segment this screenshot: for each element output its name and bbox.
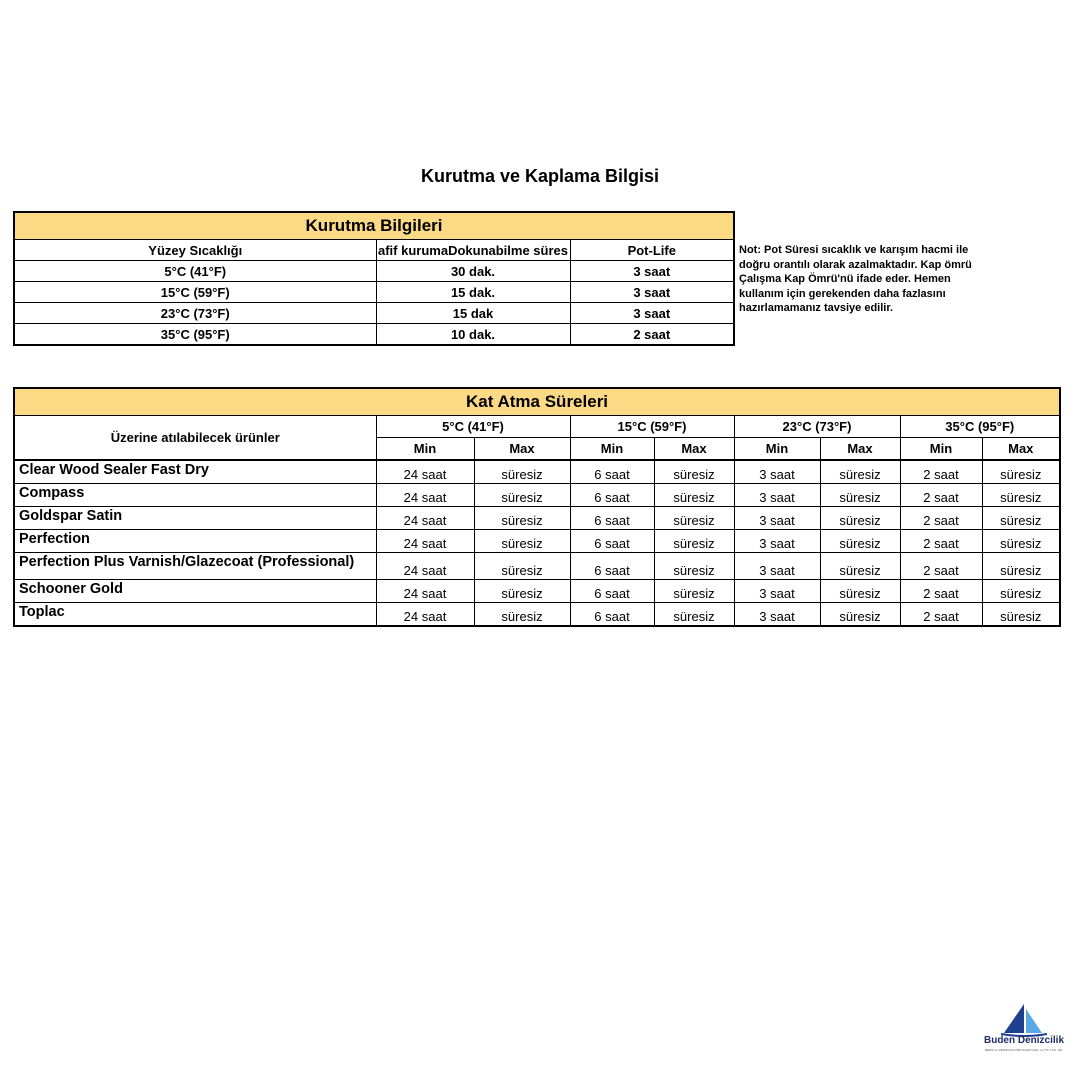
min-time: 3 saat [734,484,820,507]
min-time: 24 saat [376,507,474,530]
table-row [14,553,1060,580]
min-time: 3 saat [734,603,820,627]
drying-table [13,211,735,346]
max-time: süresiz [982,484,1060,507]
min-time: 2 saat [900,507,982,530]
product-name: Toplac [14,603,376,627]
min-time: 3 saat [734,460,820,484]
min-time: 6 saat [570,603,654,627]
max-time: süresiz [982,460,1060,484]
min-time: 24 saat [376,460,474,484]
page-title: Kurutma ve Kaplama Bilgisi [420,166,660,186]
min-time: 2 saat [900,530,982,553]
min-time: 3 saat [734,530,820,553]
max-time: süresiz [820,530,900,553]
header-min: Min [734,438,820,461]
drying-temp: 23°C (73°F) [14,303,376,324]
max-time: süresiz [474,530,570,553]
max-time: süresiz [474,460,570,484]
header-temp-23c: 23°C (73°F) [734,416,900,438]
table-row [14,282,734,303]
max-time: süresiz [654,460,734,484]
max-time: süresiz [474,553,570,580]
drying-potlife: 3 saat [570,261,734,282]
max-time: süresiz [654,484,734,507]
header-temp-35c: 35°C (95°F) [900,416,1060,438]
min-time: 24 saat [376,580,474,603]
max-time: süresiz [474,484,570,507]
logo-name: Buden Denizcilik [983,1035,1064,1046]
max-time: süresiz [982,603,1060,627]
min-time: 24 saat [376,553,474,580]
min-time: 3 saat [734,507,820,530]
min-time: 24 saat [376,603,474,627]
table-row [14,603,1060,627]
product-name: Schooner Gold [14,580,376,603]
table-row [14,460,1060,484]
drying-title: Kurutma Bilgileri [14,212,734,240]
table-row [14,324,734,346]
drying-temp: 15°C (59°F) [14,282,376,303]
max-time: süresiz [474,507,570,530]
product-name: Perfection [14,530,376,553]
header-products: Üzerine atılabilecek ürünler [14,416,376,461]
sailboat-icon [974,1003,1074,1037]
max-time: süresiz [820,507,900,530]
drying-header-row [14,240,734,261]
table-row [14,580,1060,603]
max-time: süresiz [820,460,900,484]
max-time: süresiz [654,530,734,553]
product-name: Goldspar Satin [14,507,376,530]
max-time: süresiz [474,580,570,603]
max-time: süresiz [654,603,734,627]
header-min: Min [376,438,474,461]
max-time: süresiz [820,603,900,627]
max-time: süresiz [654,507,734,530]
header-temp-5c: 5°C (41°F) [376,416,570,438]
max-time: süresiz [820,484,900,507]
min-time: 3 saat [734,553,820,580]
header-min: Min [900,438,982,461]
header-temp-15c: 15°C (59°F) [570,416,734,438]
max-time: süresiz [820,553,900,580]
max-time: süresiz [982,553,1060,580]
company-logo [974,1003,1074,1063]
coating-title: Kat Atma Süreleri [14,388,1060,416]
header-max: Max [474,438,570,461]
coating-table [13,387,1061,627]
product-name: Compass [14,484,376,507]
max-time: süresiz [982,580,1060,603]
drying-temp: 35°C (95°F) [14,324,376,346]
logo-subtitle: DENİZ ve DENİZYOLU BOYALARI SAN. ve TİC. LTD. ŞTİ. [984,1048,1064,1052]
min-time: 3 saat [734,580,820,603]
min-time: 2 saat [900,484,982,507]
max-time: süresiz [474,603,570,627]
drying-temp: 5°C (41°F) [14,261,376,282]
header-touch-dry: afif kurumaDokunabilme süres [376,240,570,261]
min-time: 2 saat [900,580,982,603]
header-max: Max [982,438,1060,461]
min-time: 6 saat [570,507,654,530]
min-time: 6 saat [570,484,654,507]
coating-temp-header-row [14,416,1060,438]
max-time: süresiz [654,553,734,580]
min-time: 6 saat [570,553,654,580]
product-name: Perfection Plus Varnish/Glazecoat (Professional) [14,553,376,580]
min-time: 2 saat [900,603,982,627]
min-time: 6 saat [570,580,654,603]
table-row [14,303,734,324]
table-row [14,261,734,282]
header-min: Min [570,438,654,461]
table-row [14,507,1060,530]
min-time: 6 saat [570,460,654,484]
min-time: 2 saat [900,460,982,484]
header-surface-temp: Yüzey Sıcaklığı [14,240,376,261]
min-time: 24 saat [376,530,474,553]
header-max: Max [820,438,900,461]
min-time: 24 saat [376,484,474,507]
drying-potlife: 3 saat [570,303,734,324]
drying-potlife: 2 saat [570,324,734,346]
max-time: süresiz [982,507,1060,530]
max-time: süresiz [982,530,1060,553]
pot-life-note: Not: Pot Süresi sıcaklık ve karışım hacmi ile doğru orantılı olarak azalmaktadır. Kap ömrü Çalışma Kap Ömrü'nü ifade eder. Hemen kullanım için gerekenden daha fazlasını hazırlamamanız tavsiye edilir. [739,244,972,314]
drying-time: 30 dak. [376,261,570,282]
max-time: süresiz [654,580,734,603]
min-time: 2 saat [900,553,982,580]
header-pot-life: Pot-Life [570,240,734,261]
header-max: Max [654,438,734,461]
drying-time: 15 dak [376,303,570,324]
product-name: Clear Wood Sealer Fast Dry [14,460,376,484]
drying-time: 10 dak. [376,324,570,346]
table-row [14,530,1060,553]
drying-potlife: 3 saat [570,282,734,303]
min-time: 6 saat [570,530,654,553]
drying-time: 15 dak. [376,282,570,303]
table-row [14,484,1060,507]
max-time: süresiz [820,580,900,603]
